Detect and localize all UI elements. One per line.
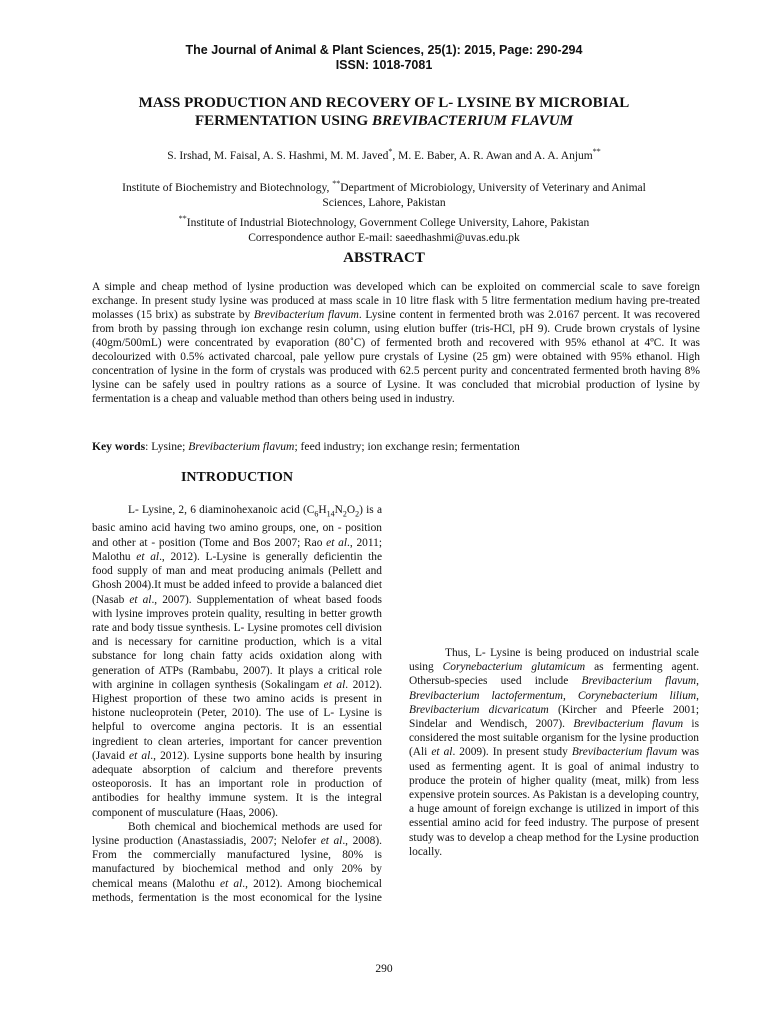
- title-line-1: MASS PRODUCTION AND RECOVERY OF L- LYSINE BY MICROBIAL: [138, 95, 630, 111]
- intro-paragraph-3: Thus, L- Lysine is being produced on industrial scale using Corynebacterium glutamicum as fermenting agent. Othersub-species used include Brevibacterium flavum, Brevibacterium lactofermentum, Corynebacterium lilium, Brevibacterium dicvaricatum (Kircher and Pfeerle 2001; Sindelar and Wendisch, 2007). Brevibacterium flavum is considered the most suitable organism for the lysine production (Ali et al. 2009). In present study Brevibacterium flavum was used as fermenting agent. It is goal of animal industry to produce the protein of higher quality (meat, milk) from less expensive protein sources. As Pakistan is a developing country, a huge amount of foreign exchange is utilized in import of this essential amino acid for feed industry. The purpose of present study was to develop a cheap method for the Lysine production locally.: [409, 647, 700, 858]
- abstract-heading: ABSTRACT: [343, 250, 425, 266]
- introduction-heading: INTRODUCTION: [180, 470, 293, 485]
- paper-title: [60, 94, 708, 130]
- abstract-text: A simple and cheap method of lysine production was developed which can be exploited on commercial scale to save foreign exchange. In present study lysine was produced at mass scale in 10 litre flask with 5 litre fermentation medium having pre-treated molasses (15 brix) as substrate by Brevibacterium flavum. Lysine content in fermented broth was 2.0167 percent. It was recovered from broth by passing through ion exchange resin column, using elution buffer (tris-HCl, pH 9). Crude brown crystals of lysine (40gm/500mL) were concentrated by evaporation (80˚C) of fermented broth and recovered with 95% ethanol at 4ºC. It was decolourized with 0.5% activated charcoal, pale yellow pure crystals of Lysine (25 gm) were obtained with 95% ethanol. High concentration of lysine in the form of crystals was produced with 62.5 percent purity and concentrated fermented broth having 8% lysine can be safely used in poultry rations as a source of Lysine. It was concluded that microbial production of lysine by fermentation is a cheap and valuable method than others being used in industry.: [92, 281, 700, 405]
- intro-paragraph-2-start: Both chemical and biochemical methods are used for lysine production (Anastassiadis, 2007; Nelofer et al., 2008). From the commercially manufactured lysine, 80% is manufactured by biochemical method and only 20% by chemical means (Malothu et al., 2012). Among biochemical methods, fermentation is the most economical for the lysine: [92, 820, 382, 903]
- correspondence-email: Correspondence author E-mail: saeedhashmi@uvas.edu.pk: [248, 231, 520, 244]
- author-list: S. Irshad, M. Faisal, A. S. Hashmi, M. M. Javed*, M. E. Baber, A. R. Awan and A. A. Anjum**: [167, 147, 601, 162]
- title-line-2: FERMENTATION USING BREVIBACTERIUM FLAVUM: [194, 113, 573, 129]
- affiliations: Institute of Biochemistry and Biotechnology, **Department of Microbiology, University of Veterinary and Animal Sciences, Lahore, Pakistan **Institute of Industrial Biotechnology, Government College University, Lahore, Pakistan Correspondence author E-mail: saeedhashmi@uvas.edu.pk: [70, 176, 698, 246]
- journal-citation: The Journal of Animal & Plant Sciences, 25(1): 2015, Page: 290-294: [185, 43, 583, 57]
- intro-paragraph-1: L- Lysine, 2, 6 diaminohexanoic acid $(C_6H_{14}N_2O_2)$ is a basic amino acid having two amino groups, one, on - position and other at - position (Tome and Bos 2007; Rao et al., 2011; Malothu et al., 2012). L-Lysine is generally deficientin the food supply of man and meat producing animals (Pellett and Ghosh 2004).It must be added infeed to provide a balanced diet (Nasab et al., 2007). Supplementation of wheat based foods with lysine improves protein quality, resulting in better growth rate and body tissue synthesis. L- Lysine promotes cell division and is necessary for carnitine production, which is a vital substance for long chain fatty acids oxidation along with generation of ATPs (Rambabu, 2007). It plays a critical role with arginine in collagen synthesis (Sokalingam et al. 2012). Highest proportion of these two amino acids is present in histone nucleoprotein (Peter, 2010). The use of L- Lysine is helpful to overcome angina pectoris. It is an essential ingredient to clean arteries, important for cancer prevention (Javaid et al., 2012). Lysine supports bone health by insuring adequate absorption of calcium and therefore prevents osteoporosis. It has an important role in production of antibodies for healthy immune system. It is the integral component of musculature (Haas, 2006).: [92, 504, 382, 819]
- right-column: [409, 470, 699, 890]
- left-column: [92, 503, 382, 903]
- journal-issn: ISSN: 1018-7081: [335, 58, 433, 72]
- keywords: Key words: Lysine; Brevibacterium flavum; feed industry; ion exchange resin; fermentation: [92, 440, 520, 453]
- page-number: 290: [375, 963, 393, 975]
